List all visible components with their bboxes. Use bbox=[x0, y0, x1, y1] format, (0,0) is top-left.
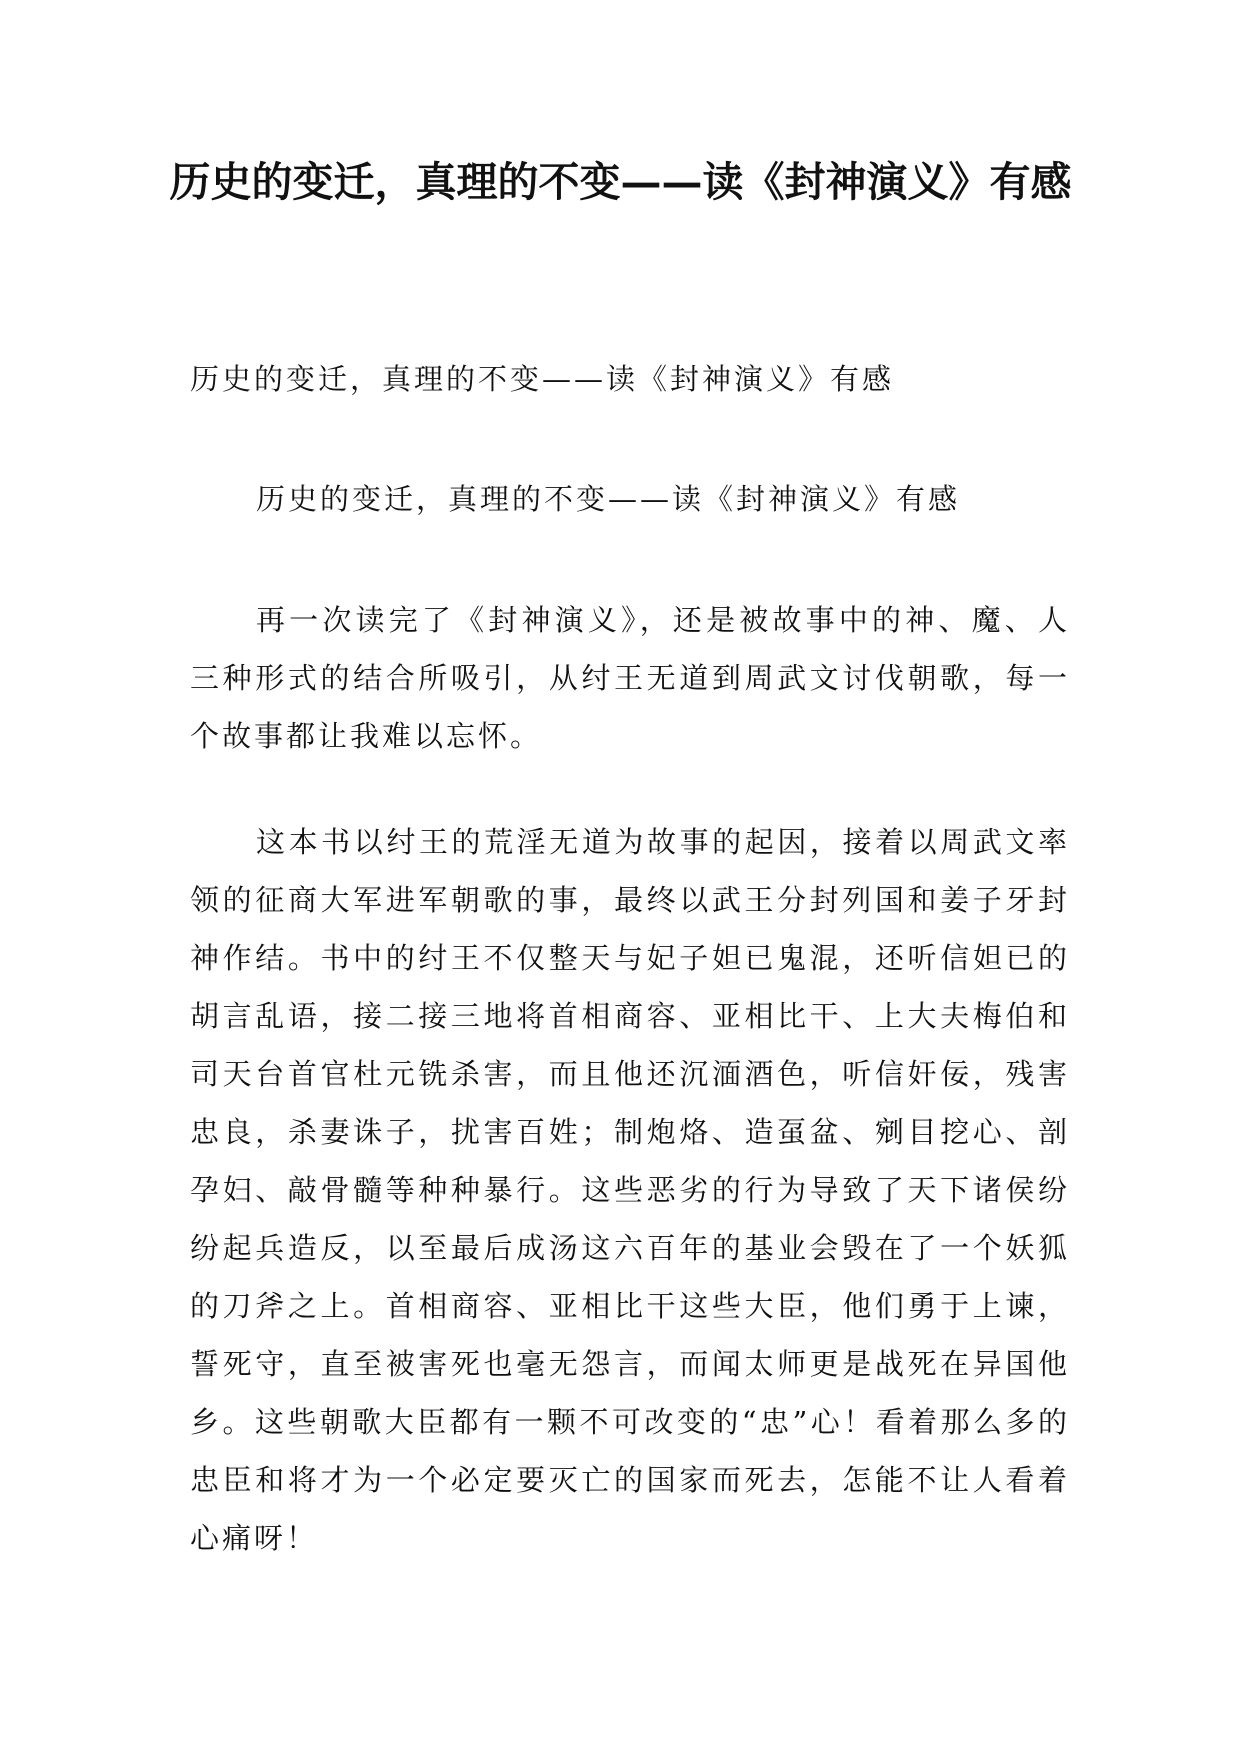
paragraph-intro: 再一次读完了《封神演义》，还是被故事中的神、魔、人三种形式的结合所吸引，从纣王无道到周武文讨伐朝歌，每一个故事都让我难以忘怀。 bbox=[190, 603, 1070, 753]
paragraph-subtitle-indented: 历史的变迁，真理的不变——读《封神演义》有感 bbox=[256, 482, 961, 516]
paragraph-main: 这本书以纣王的荒淫无道为故事的起因，接着以周武文率领的征商大军进军朝歌的事，最终以武王分封列国和姜子牙封神作结。书中的纣王不仅整天与妃子妲已鬼混，还听信妲已的胡言乱语，接二接三地将首相商容、亚相比干、上大夫梅伯和司天台首官杜元铣杀害，而且他还沉湎酒色，听信奸佞，残害忠良，杀妻诛子，扰害百姓；制炮烙、造虿盆、剜目挖心、剖孕妇、敲骨髓等种种暴行。这些恶劣的行为导致了天下诸侯纷纷起兵造反，以至最后成汤这六百年的基业会毁在了一个妖狐的刀斧之上。首相商容、亚相比干这些大臣，他们勇于上谏，誓死守，直至被害死也毫无怨言，而闻太师更是战死在异国他乡。这些朝歌大臣都有一颗不可改变的“忠”心！看着那么多的忠臣和将才为一个必定要灭亡的国家而死去，怎能不让人看着心痛呀！ bbox=[190, 825, 1070, 1555]
document-title: 历史的变迁，真理的不变——读《封神演义》有感 bbox=[169, 158, 1072, 206]
paragraph-subtitle: 历史的变迁，真理的不变——读《封神演义》有感 bbox=[190, 362, 895, 396]
